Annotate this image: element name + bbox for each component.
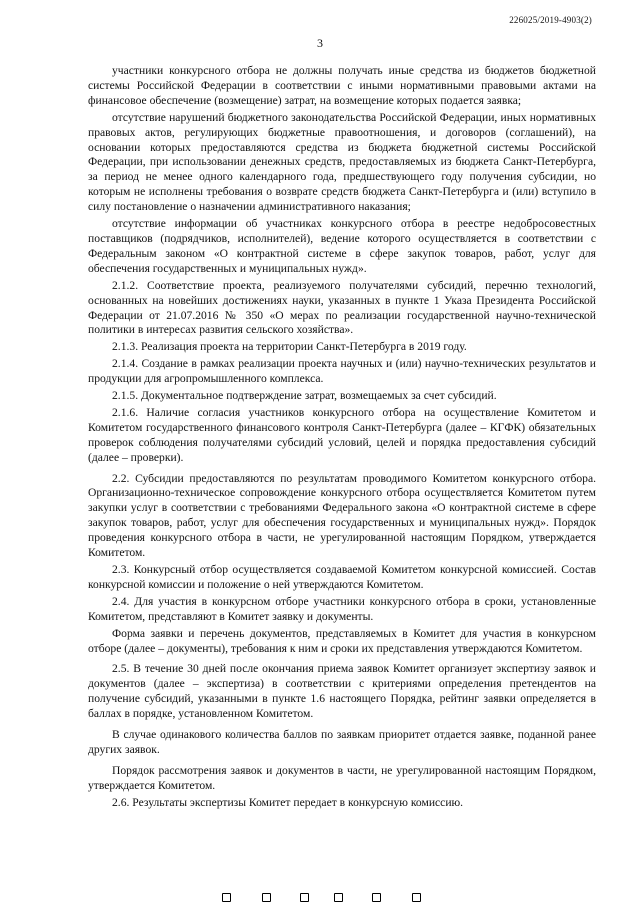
paragraph: 2.1.5. Документальное подтверждение затрат, возмещаемых за счет субсидий.	[112, 389, 497, 403]
scan-mark-icon	[334, 893, 343, 902]
paragraph: 2.1.4. Создание в рамках реализации проекта научных и (или) научно-технических результатов и продукции для агропромышленного комплекса.	[88, 357, 596, 386]
page-number: 3	[317, 36, 323, 50]
paragraph: 2.1.2. Соответствие проекта, реализуемого получателями субсидий, перечню технологий, основанных на новейших достижениях науки, указанных в пункте 1 Указа Президента Российской Федерации от 21.07.2016 № 350 «О мерах по реализации государственной научно-технической политики в интересах развития сельского хозяйства».	[88, 278, 596, 337]
document-body	[88, 64, 596, 813]
scan-mark-icon	[412, 893, 421, 902]
paragraph: участники конкурсного отбора не должны получать иные средства из бюджетов бюджетной системы Российской Федерации в соответствии с иными нормативными правовыми актами на финансовое обеспечение (возмещение) затрат, на возмещение которых подается заявка;	[88, 64, 596, 107]
scan-mark-icon	[222, 893, 231, 902]
paragraph: 2.4. Для участия в конкурсном отборе участники конкурсного отбора в сроки, установленные Комитетом, представляют в Комитет заявку и документы.	[88, 594, 596, 623]
paragraph: 2.1.3. Реализация проекта на территории Санкт-Петербурга в 2019 году.	[112, 340, 467, 354]
paragraph: 2.6. Результаты экспертизы Комитет передает в конкурсную комиссию.	[112, 795, 464, 809]
paragraph: 2.1.6. Наличие согласия участников конкурсного отбора на осуществление Комитетом и Комитетом государственного финансового контроля Санкт-Петербурга (далее – КГФК) обязательных проверок соблюдения получателями субсидий условий, целей и порядка предоставления субсидий (далее – проверки).	[88, 405, 596, 464]
paragraph: 2.2. Субсидии предоставляются по результатам проводимого Комитетом конкурсного отбора. Организационно-техническое сопровождение конкурсного отбора осуществляется Комитетом путем закупки услуг в соответствии с требованиями Федерального закона «О контрактной системе в сфере закупок товаров, работ, услуг для обеспечения государственных и муниципальных нужд». Порядок проведения конкурсного отбора в части, не урегулированной настоящим Порядком, утверждается Комитетом.	[88, 471, 596, 560]
document-id: 226025/2019-4903(2)	[509, 15, 592, 25]
paragraph: 2.3. Конкурсный отбор осуществляется создаваемой Комитетом конкурсной комиссией. Состав конкурсной комиссии и положение о ней утверждаются Комитетом.	[88, 563, 596, 591]
paragraph: Порядок рассмотрения заявок и документов в части, не урегулированной настоящим Порядком, утверждается Комитетом.	[88, 763, 596, 792]
scan-mark-icon	[300, 893, 309, 902]
scan-marks	[0, 893, 640, 901]
scan-mark-icon	[372, 893, 381, 902]
paragraph: отсутствие нарушений бюджетного законодательства Российской Федерации, иных нормативных правовых актов, регулирующих бюджетные правоотношения, и договоров (соглашений), на основании которых предоставляются средства из бюджета бюджетной системы Российской Федерации, при использовании денежных средств, предоставляемых из бюджета Санкт-Петербурга, за период не менее одного календарного года, предшествующего году получения субсидии, но которым не исполнены требования о возврате средств бюджета Санкт-Петербурга и (или) вступило в силу постановление о назначении административного наказания;	[88, 110, 596, 214]
paragraph: Форма заявки и перечень документов, представляемых в Комитет для участия в конкурсном отборе (далее – документы), требования к ним и сроки их представления утверждаются Комитетом.	[88, 626, 596, 655]
paragraph: В случае одинакового количества баллов по заявкам приоритет отдается заявке, поданной ранее других заявок.	[88, 728, 596, 756]
paragraph: отсутствие информации об участниках конкурсного отбора в реестре недобросовестных поставщиков (подрядчиков, исполнителей), ведение которого осуществляется в соответствии с Федеральным законом «О контрактной системе в сфере закупок товаров, работ, услуг для обеспечения государственных и муниципальных нужд».	[88, 217, 596, 275]
scan-mark-icon	[262, 893, 271, 902]
paragraph: 2.5. В течение 30 дней после окончания приема заявок Комитет организует экспертизу заявок и документов (далее – экспертиза) в соответствии с критериями определения претендентов на получение субсидий, указанными в пункте 1.6 настоящего Порядка, рейтинг заявки определяется в баллах в порядке, установленном Комитетом.	[88, 662, 596, 721]
